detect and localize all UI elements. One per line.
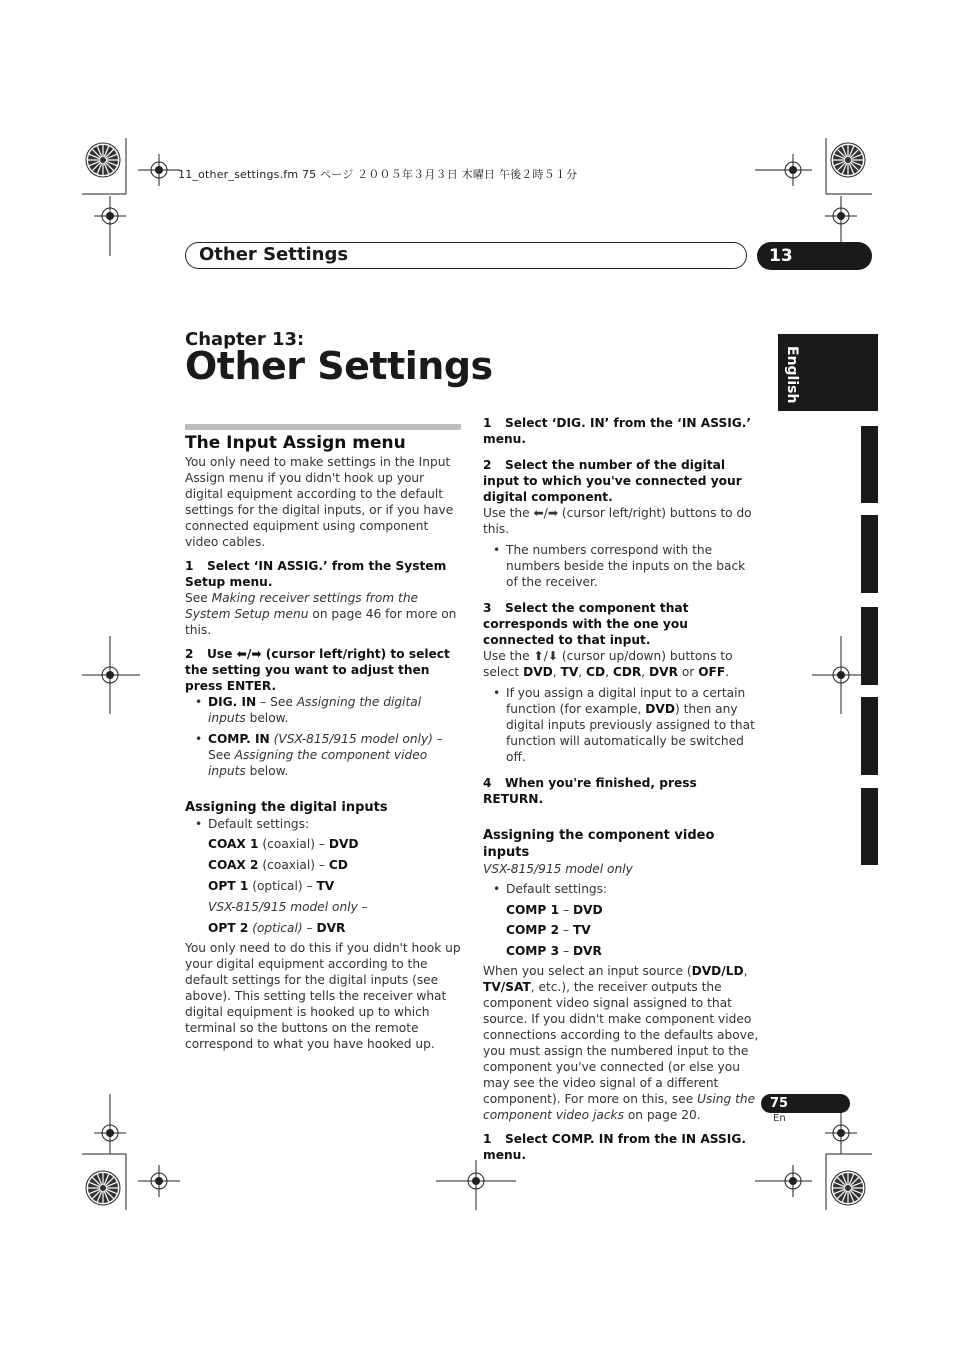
side-bar-3 [861, 607, 878, 685]
input-name: COMP 2 [506, 923, 560, 937]
option: CD [586, 665, 606, 679]
text: below. [245, 711, 289, 725]
text: below. [245, 764, 289, 778]
step-text: When you're finished, press RETURN. [483, 776, 697, 806]
header-chapter-number: 13 [757, 242, 872, 270]
right-column [483, 415, 759, 1163]
text: on page 20. [623, 1108, 701, 1122]
text: , [743, 964, 748, 978]
input-assignment: TV [316, 879, 335, 893]
option: DVD/LD [691, 964, 744, 978]
page-number: 75 [761, 1094, 850, 1113]
right-step-4 [483, 775, 759, 807]
setting-model-note: VSX-815/915 model only – [208, 900, 368, 914]
model-note: (VSX-815/915 model only) [269, 732, 433, 746]
right-step-3 [483, 600, 759, 648]
setting-comp3 [483, 943, 759, 959]
cross-reference: Assigning the digital inputs [208, 695, 422, 725]
intro-paragraph: You only need to make settings in the Input Assign menu if you didn't hook up your digital equipment according to the default settings for the digital inputs, or if you have connected equipment using component video cables. [185, 455, 454, 549]
input-assignment: DVD [328, 837, 359, 851]
step-text: Select ‘DIG. IN’ from the ‘IN ASSIG.’ menu. [483, 416, 752, 446]
cross-reference: Using the component video jacks [483, 1092, 756, 1122]
setting-comp1 [483, 902, 759, 918]
input-type: (optical) – [248, 921, 317, 935]
bullet-dig-in [185, 694, 461, 726]
setting-coax2 [185, 857, 461, 873]
outro-paragraph: You only need to do this if you didn't hook up your digital equipment according to the default settings for the digital inputs (see above). This setting tells the receiver what digital equipment is hooked up to which terminal so the buttons on the remote correspond to what you have hooked up. [185, 941, 461, 1051]
text: ) then any digital inputs previously assigned to that function will automatically be switched off. [506, 702, 755, 764]
option: DVD [523, 665, 553, 679]
input-name: OPT 1 [208, 879, 249, 893]
input-assignment: DVD [572, 903, 603, 917]
step-number: 2 [185, 647, 194, 661]
right-step-1 [483, 415, 759, 447]
step-number: 1 [483, 1132, 492, 1146]
side-bar-5 [861, 788, 878, 865]
bullet-label: COMP. IN [208, 732, 270, 746]
text: – [559, 903, 573, 917]
page-language: En [773, 1113, 786, 1124]
subsection-heading-component: Assigning the component video inputs [483, 828, 715, 860]
option: DVD [645, 702, 675, 716]
input-name: COAX 2 [208, 858, 259, 872]
right-step-2-body: Use the ⬅/➡ (cursor left/right) buttons to do this. [483, 506, 752, 536]
left-step-1-body [185, 590, 461, 638]
header-title: Other Settings [199, 244, 349, 265]
text: – See [208, 732, 443, 762]
input-assignment: TV [572, 923, 591, 937]
step-number: 1 [185, 559, 194, 573]
text: – See [256, 695, 297, 709]
text: See [185, 591, 212, 605]
bullet-label: DIG. IN [208, 695, 257, 709]
text: or [677, 665, 699, 679]
bullet-numbers: • The numbers correspond with the numbers beside the inputs on the back of the receiver. [483, 542, 759, 590]
subsection-heading-digital: Assigning the digital inputs [185, 800, 388, 815]
text: , etc.), the receiver outputs the component video signal assigned to that source. If you didn't make component video connections according to the defaults above, you must assign the numbered input to the component you've connected (or else you may see the video signal of a different component). For more on this, see [483, 980, 759, 1106]
input-assignment: DVR [316, 921, 346, 935]
bullet-defaults: • Default settings: [185, 816, 461, 832]
right-step-final [483, 1131, 759, 1163]
step-number: 4 [483, 776, 492, 790]
input-assignment: CD [328, 858, 348, 872]
side-bar-4 [861, 697, 878, 775]
input-type: (coaxial) – [258, 858, 329, 872]
bullet-assign-warning [483, 685, 759, 765]
chapter-title: Other Settings [185, 344, 493, 388]
step-text: Select the component that corresponds with the one you connected to that input. [483, 601, 689, 647]
text: When you select an input source ( [483, 964, 692, 978]
cross-reference: Making receiver settings from the System Setup menu [185, 591, 419, 621]
component-paragraph [483, 963, 759, 1123]
text: on page 46 for more on this. [185, 607, 457, 637]
option: TV [560, 665, 579, 679]
left-column [185, 432, 461, 1052]
step-number: 3 [483, 601, 492, 615]
input-assignment: DVR [572, 944, 602, 958]
language-tab-label: English [784, 346, 800, 404]
step-text: Select ‘IN ASSIG.’ from the System Setup menu. [185, 559, 447, 589]
text: – [559, 944, 573, 958]
cross-reference: Assigning the component video inputs [208, 748, 428, 778]
side-bar-1 [861, 426, 878, 503]
file-info-line: 11_other_settings.fm 75 ページ ２００５年３月３日 木曜日 午後２時５１分 [178, 168, 578, 181]
input-type: (optical) – [248, 879, 317, 893]
setting-opt2 [185, 920, 461, 936]
step-number: 2 [483, 458, 492, 472]
right-step-2 [483, 457, 759, 505]
section-heading: The Input Assign menu [185, 433, 406, 453]
setting-comp2 [483, 922, 759, 938]
input-name: COMP 3 [506, 944, 560, 958]
input-name: COAX 1 [208, 837, 259, 851]
input-name: OPT 2 [208, 921, 249, 935]
text: . [725, 665, 730, 679]
right-step-3-body: Use the ⬆/⬇ (cursor up/down) buttons to select DVD, TV, CD, CDR, DVR or OFF. [483, 649, 733, 679]
option: OFF [698, 665, 726, 679]
text: – [559, 923, 573, 937]
setting-coax1 [185, 836, 461, 852]
step-text: Select the number of the digital input to which you've connected your digital component. [483, 458, 742, 504]
step-text: Use ⬅/➡ (cursor left/right) to select the setting you want to adjust then press ENTER. [185, 647, 450, 693]
step-number: 1 [483, 416, 492, 430]
step-text: Select COMP. IN from the IN ASSIG. menu. [483, 1132, 746, 1162]
option: CDR [612, 665, 642, 679]
left-step-2 [185, 646, 461, 694]
input-name: COMP 1 [506, 903, 560, 917]
option: TV/SAT [483, 980, 531, 994]
bullet-comp-in [185, 731, 461, 779]
bullet-defaults: • Default settings: [483, 881, 759, 897]
chapter-label: Chapter 13: [185, 329, 305, 350]
text: If you assign a digital input to a certain function (for example, [506, 686, 746, 716]
model-note: VSX-815/915 model only [483, 862, 633, 876]
input-type: (coaxial) – [258, 837, 329, 851]
setting-opt1 [185, 878, 461, 894]
section-rule [185, 424, 461, 430]
text: Use the ⬆/⬇ (cursor up/down) buttons to select [483, 649, 733, 679]
option: DVR [649, 665, 678, 679]
left-step-1 [185, 558, 461, 590]
side-bar-2 [861, 515, 878, 593]
